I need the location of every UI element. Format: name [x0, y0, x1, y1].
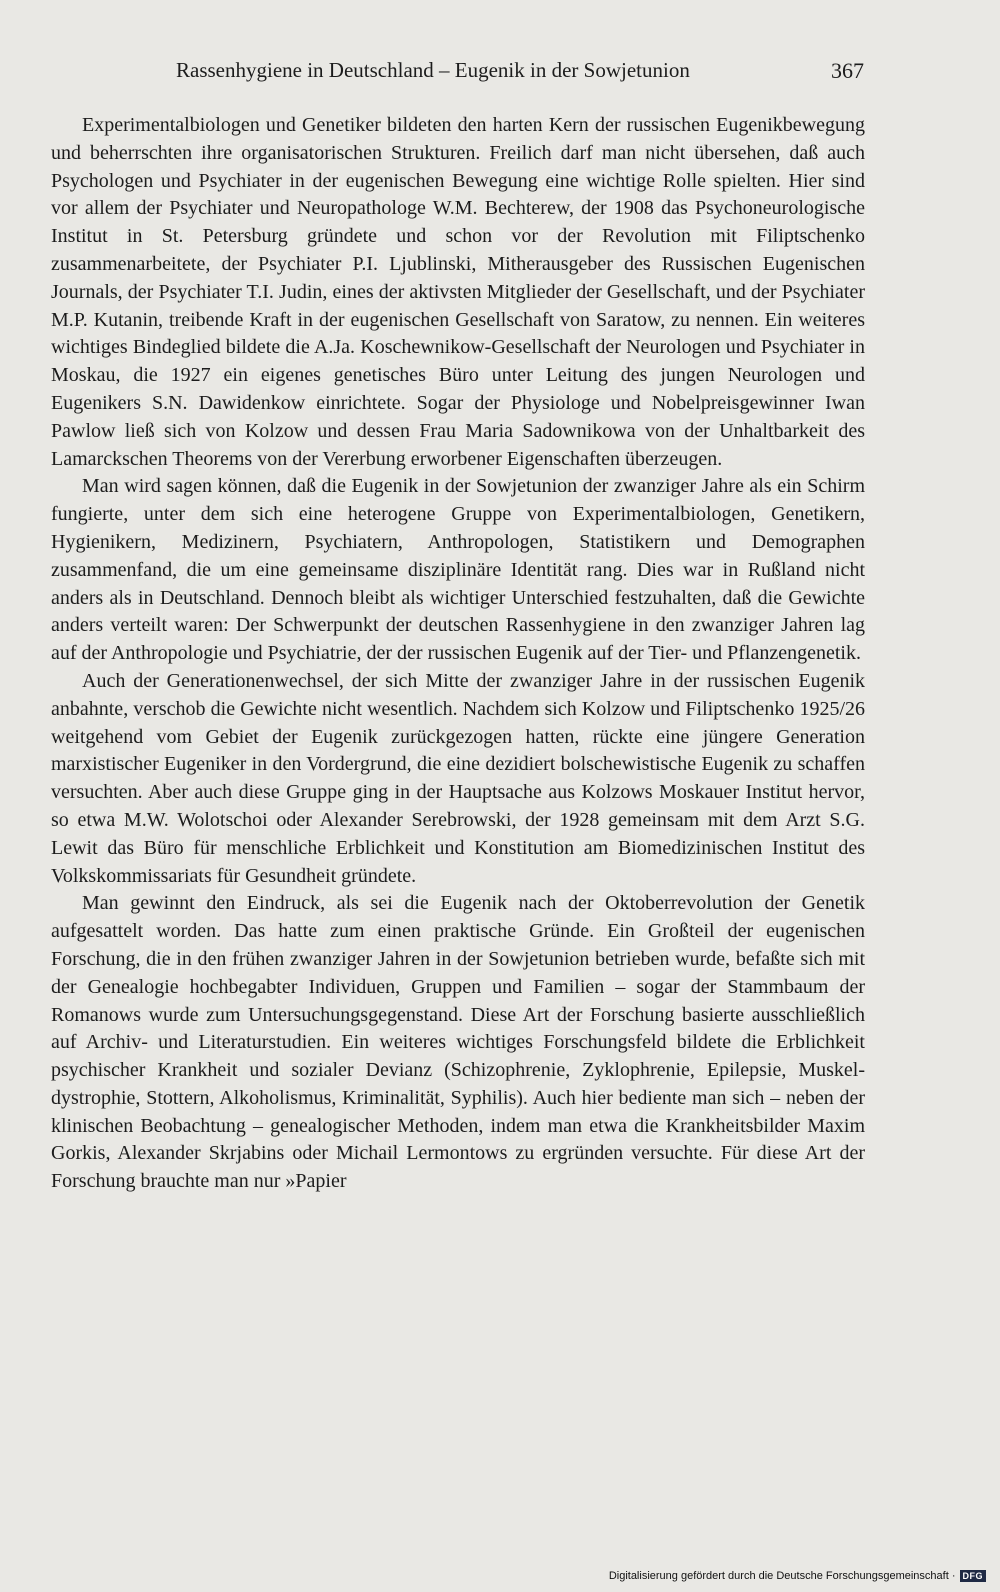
page-header [176, 58, 864, 90]
page-number: 367 [831, 58, 864, 83]
paragraph-1: Experimentalbiologen und Genetiker bildeten den harten Kern der russischen Eugenikbewegung und beherrschten ihre organisatorischen Strukturen. Freilich darf man nicht übersehen, daß auch Psychologen und Psychiater in der eugenischen Bewegung eine wichtige Rolle spielten. Hier sind vor allem der Psychiater und Neuropathologe W.M. Bechterew, der 1908 das Psychoneurologische Institut in St. Petersburg gründete und schon vor der Revolution mit Filiptschenko zusammenarbeitete, der Psychiater P.I. Ljublinski, Mitherausgeber des Russischen Eugenischen Journals, der Psychiater T.I. Judin, eines der aktivsten Mitglieder der Gesellschaft, und der Psychiater M.P. Kutanin, treibende Kraft in der eugenischen Gesellschaft von Saratow, zu nennen. Ein weiteres wichtiges Bindeglied bildete die A.Ja. Koschewnikow-Gesellschaft der Neurologen und Psychiater in Moskau, die 1927 ein eigenes genetisches Büro unter Leitung des jungen Neurologen und Eugenikers S.N. Dawidenkow einrichtete. Sogar der Physiologe und Nobelpreisgewinner Iwan Pawlow ließ sich von Kolzow und dessen Frau Maria Sadownikowa von der Unhaltbarkeit des Lamarckschen Theorems von der Vererbung erworbener Eigenschaften überzeugen. [51, 114, 865, 470]
running-title: Rassenhygiene in Deutschland – Eugenik in der Sowjetunion [176, 58, 690, 82]
paragraph-2: Man wird sagen können, daß die Eugenik in der Sowjetunion der zwanziger Jahre als ein Schirm fungierte, unter dem sich eine heterogene Gruppe von Experimentalbiologen, Genetikern, Hygienikern, Medizinern, Psychiatern, Anthropologen, Statistikern und Demographen zusammenfand, die um eine gemeinsame disziplinäre Identität rang. Dies war in Rußland nicht anders als in Deutschland. Dennoch bleibt als wichtiger Unterschied festzuhalten, daß die Gewichte anders verteilt waren: Der Schwerpunkt der deutschen Rassenhygiene in den zwanziger Jahren lag auf der Anthropologie und Psychiatrie, der der russischen Eugenik auf der Tier- und Pflanzengenetik. [51, 475, 865, 665]
body-text [51, 112, 865, 1196]
digitization-footer [609, 1568, 986, 1584]
paragraph-3: Auch der Generationenwechsel, der sich Mitte der zwanziger Jahre in der russischen Eugenik anbahnte, verschob die Gewichte nicht wesentlich. Nachdem sich Kolzow und Filiptschenko 1925/26 weitgehend vom Gebiet der Eugenik zurückgezogen hatten, rückte eine jüngere Generation marxistischer Eugeniker in den Vordergrund, die eine dezidiert bolschewistische Eugenik zu schaffen versuchten. Aber auch diese Gruppe ging in der Hauptsache aus Kolzows Moskauer Institut hervor, so etwa M.W. Wolotschoi oder Alexander Serebrowski, der 1928 gemeinsam mit dem Arzt S.G. Lewit das Büro für menschliche Erblichkeit und Konstitution am Biomedizinischen Institut des Volkskommissariats für Gesundheit gründete. [51, 669, 865, 887]
dfg-logo: DFG [960, 1570, 987, 1582]
footer-text: Digitalisierung gefördert durch die Deutsche Forschungsgemeinschaft · [608, 1570, 956, 1582]
paragraph-4: Man gewinnt den Eindruck, als sei die Eugenik nach der Oktoberrevolution der Genetik aufgesattelt worden. Das hatte zum einen praktische Gründe. Ein Großteil der eugenischen Forschung, die in den frühen zwanziger Jahren in der Sowjetunion betrieben wurde, befaßte sich mit der Genealogie hochbegabter Individuen, Gruppen und Familien – sogar der Stammbaum der Romanows wurde zum Untersuchungsgegenstand. Diese Art der Forschung basierte ausschließlich auf Archiv- und Literaturstudien. Ein weiteres wichtiges Forschungsfeld bildete die Erblichkeit psychischer Krankheit und sozialer Devianz (Schizophrenie, Zyklophrenie, Epilepsie, Muskeldystrophie, Stottern, Alkoholismus, Kriminalität, Syphilis). Auch hier bediente man sich – neben der klinischen Beobachtung – genealogischer Methoden, indem man etwa die Krankheitsbilder Maxim Gorkis, Alexander Skrjabins oder Michail Lermontows zu ergründen versuchte. Für diese Art der Forschung brauchte man nur »Papier [51, 892, 865, 1193]
